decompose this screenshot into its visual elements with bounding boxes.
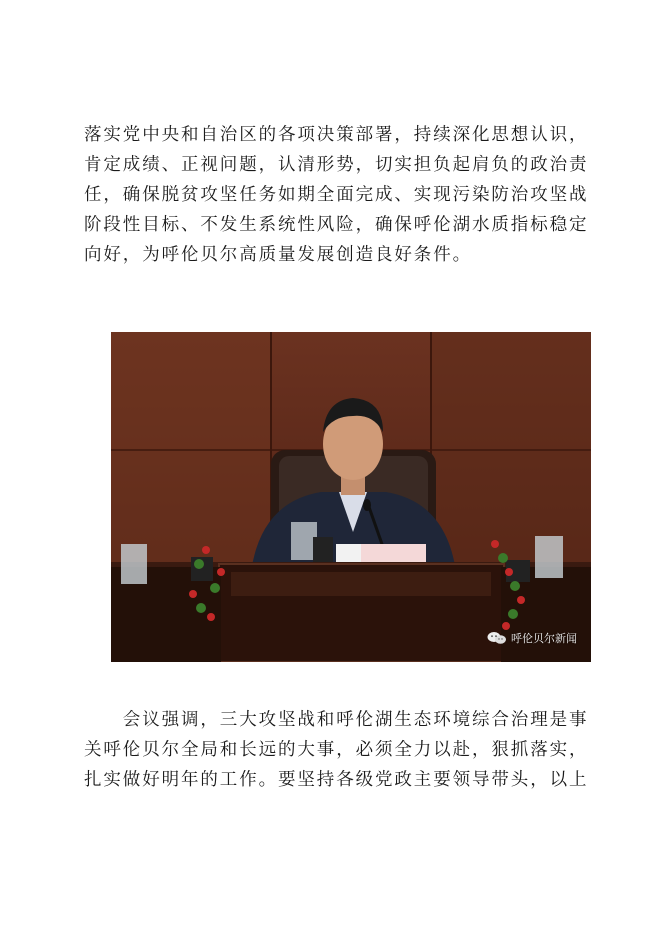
- meeting-scene-illustration: [111, 332, 591, 662]
- text-line: 关呼伦贝尔全局和长远的大事，必须全力以赴，狠抓落实，: [84, 740, 589, 760]
- photo-watermark: [487, 630, 577, 646]
- watermark-text: 呼伦贝尔新闻: [511, 632, 577, 645]
- paragraph-2: [84, 705, 589, 795]
- meeting-photo: [111, 332, 591, 662]
- text-line: 落实党中央和自治区的各项决策部署，持续深化思想认识，: [84, 125, 589, 145]
- wechat-icon: [487, 631, 507, 645]
- text-line: 向好，为呼伦贝尔高质量发展创造良好条件。: [84, 245, 472, 265]
- text-line: 任，确保脱贫攻坚任务如期全面完成、实现污染防治攻坚战: [84, 185, 589, 205]
- text-line: 会议强调，三大攻坚战和呼伦湖生态环境综合治理是事: [84, 710, 589, 730]
- text-line: 肯定成绩、正视问题，认清形势，切实担负起肩负的政治责: [84, 155, 589, 175]
- text-line: 扎实做好明年的工作。要坚持各级党政主要领导带头，以上: [84, 770, 589, 790]
- paragraph-1: [84, 120, 589, 270]
- text-line: 阶段性目标、不发生系统性风险，确保呼伦湖水质指标稳定: [84, 215, 589, 235]
